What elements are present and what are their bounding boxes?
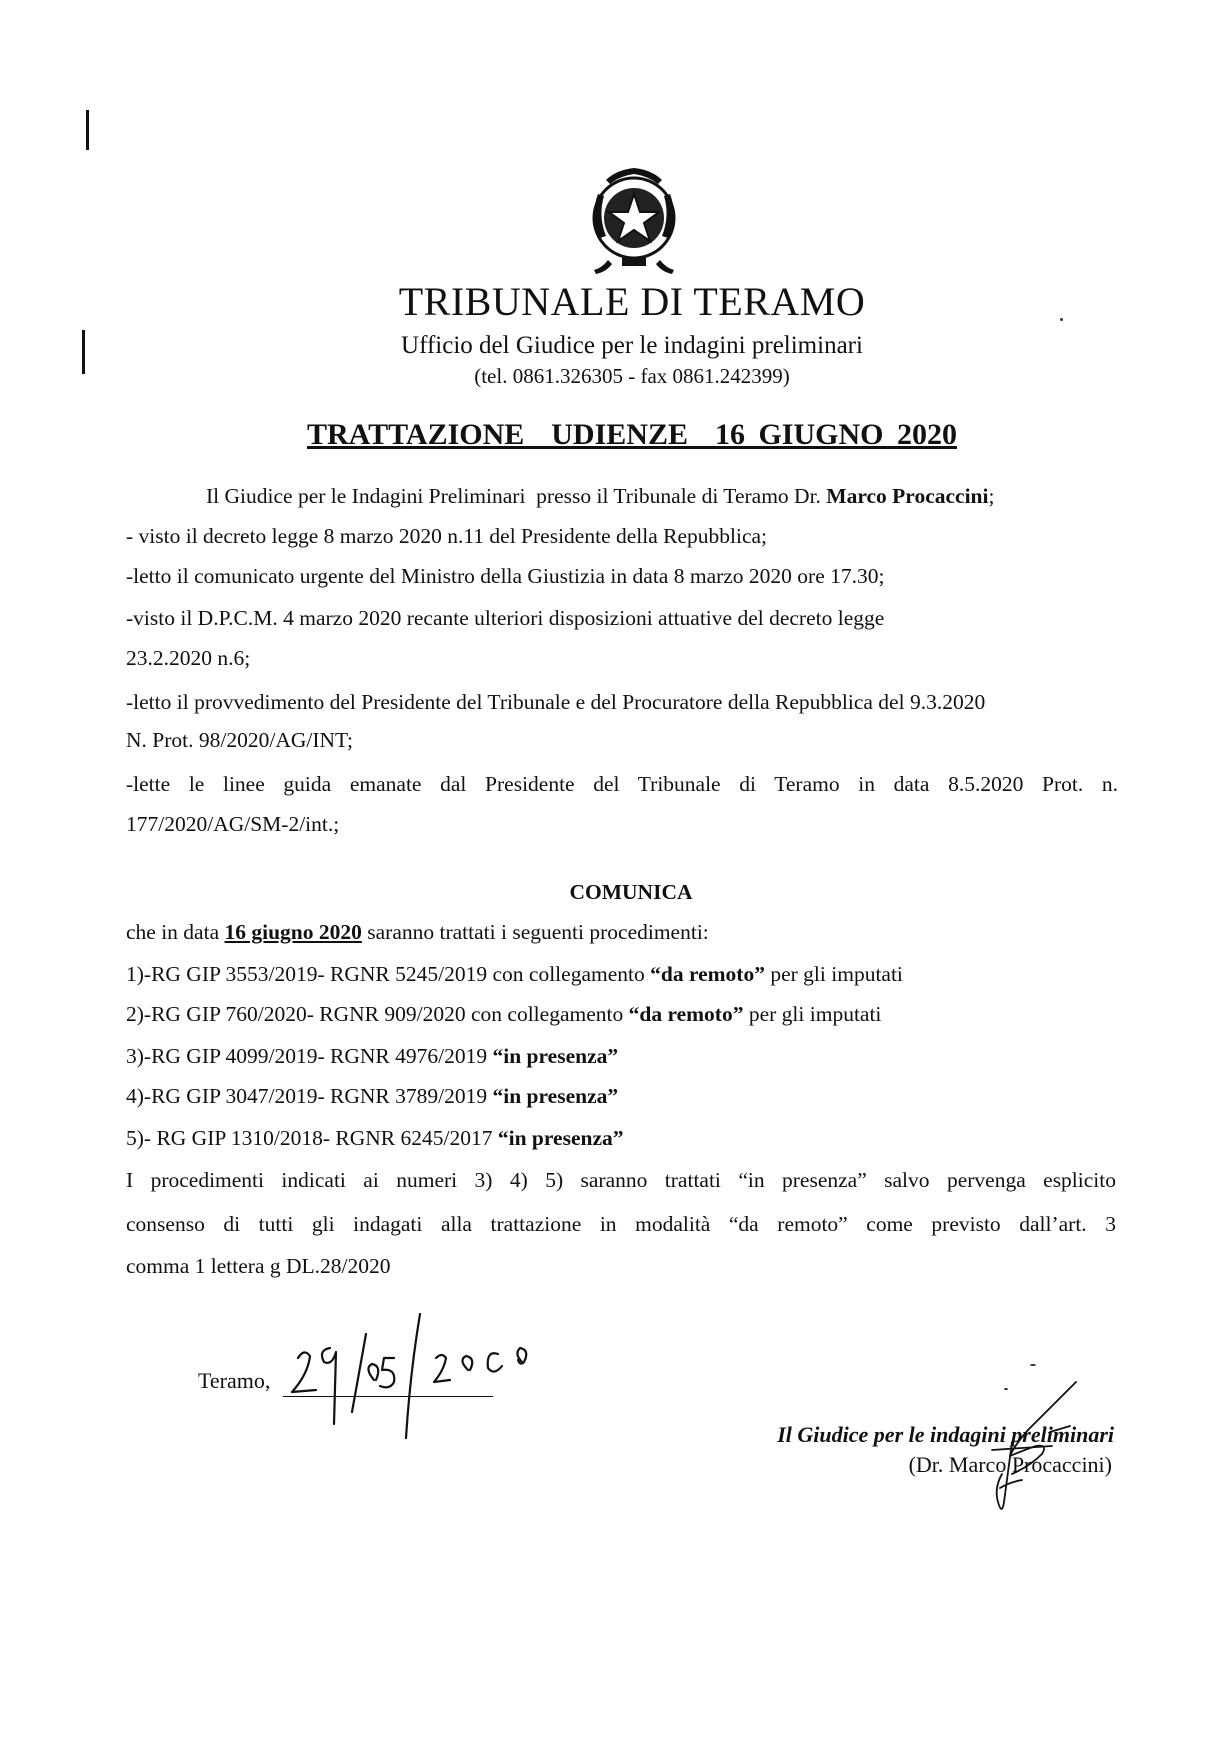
preamble-item: - visto il decreto legge 8 marzo 2020 n.11 del Presidente della Repubblica;: [126, 524, 768, 548]
preamble-item: -letto il provvedimento del Presidente del Tribunale e del Procuratore della Repubblica del 9.3.2020: [126, 690, 986, 714]
court-contacts: (tel. 0861.326305 - fax 0861.242399): [474, 364, 790, 388]
document-title: TRATTAZIONE UDIENZE 16 GIUGNO 2020: [307, 418, 957, 451]
preamble-item: -letto il comunicato urgente del Ministro della Giustizia in data 8 marzo 2020 ore 17.30;: [126, 564, 885, 588]
preamble-item: -visto il D.P.C.M. 4 marzo 2020 recante ulteriori disposizioni attuative del decreto legge: [126, 606, 885, 630]
closing-line: comma 1 lettera g DL.28/2020: [126, 1254, 391, 1278]
handwritten-signature: [900, 1372, 1100, 1522]
judge-role: Il Giudice per le indagini preliminari: [777, 1422, 1114, 1447]
closing-line: consenso di tutti gli indagati alla trattazione in modalità “da remoto” come previsto dall’art. 3: [126, 1212, 1116, 1236]
preamble-intro: Il Giudice per le Indagini Preliminari presso il Tribunale di Teramo Dr. Marco Procaccini;: [206, 484, 995, 508]
hearing-date: 16 giugno 2020: [224, 920, 362, 944]
preamble-item: 23.2.2020 n.6;: [126, 646, 251, 670]
handwritten-date: [270, 1310, 550, 1440]
proceeding-item: 3)-RG GIP 4099/2019- RGNR 4976/2019 “in presenza”: [126, 1044, 619, 1068]
proceeding-item: 1)-RG GIP 3553/2019- RGNR 5245/2019 con collegamento “da remoto” per gli imputati: [126, 962, 903, 986]
judge-signature-name: (Dr. Marco Procaccini): [908, 1452, 1112, 1477]
place-label: Teramo,: [198, 1368, 271, 1393]
preamble-item: 177/2020/AG/SM-2/int.;: [126, 812, 340, 836]
scan-speck: [1004, 1388, 1008, 1390]
closing-line: I procedimenti indicati ai numeri 3) 4) 5) saranno trattati “in presenza” salvo pervenga esplicito: [126, 1168, 1116, 1192]
communicates-intro: che in data 16 giugno 2020 saranno trattati i seguenti procedimenti:: [126, 920, 709, 944]
proceeding-item: 2)-RG GIP 760/2020- RGNR 909/2020 con collegamento “da remoto” per gli imputati: [126, 1002, 882, 1026]
court-name: TRIBUNALE DI TERAMO: [398, 279, 866, 324]
court-office: Ufficio del Giudice per le indagini preliminari: [401, 332, 863, 359]
scan-speck: [1030, 1364, 1036, 1366]
proceeding-item: 5)- RG GIP 1310/2018- RGNR 6245/2017 “in presenza”: [126, 1126, 624, 1150]
preamble-item: -lette le linee guida emanate dal Presidente del Tribunale di Teramo in data 8.5.2020 Prot. n.: [126, 772, 1118, 796]
preamble-item: N. Prot. 98/2020/AG/INT;: [126, 728, 353, 752]
judge-name: Marco Procaccini: [826, 484, 989, 508]
communicates-heading: COMUNICA: [569, 880, 693, 904]
scan-margin-mark: [86, 110, 89, 150]
italian-republic-emblem-icon: [578, 164, 690, 276]
proceeding-item: 4)-RG GIP 3047/2019- RGNR 3789/2019 “in presenza”: [126, 1084, 619, 1108]
